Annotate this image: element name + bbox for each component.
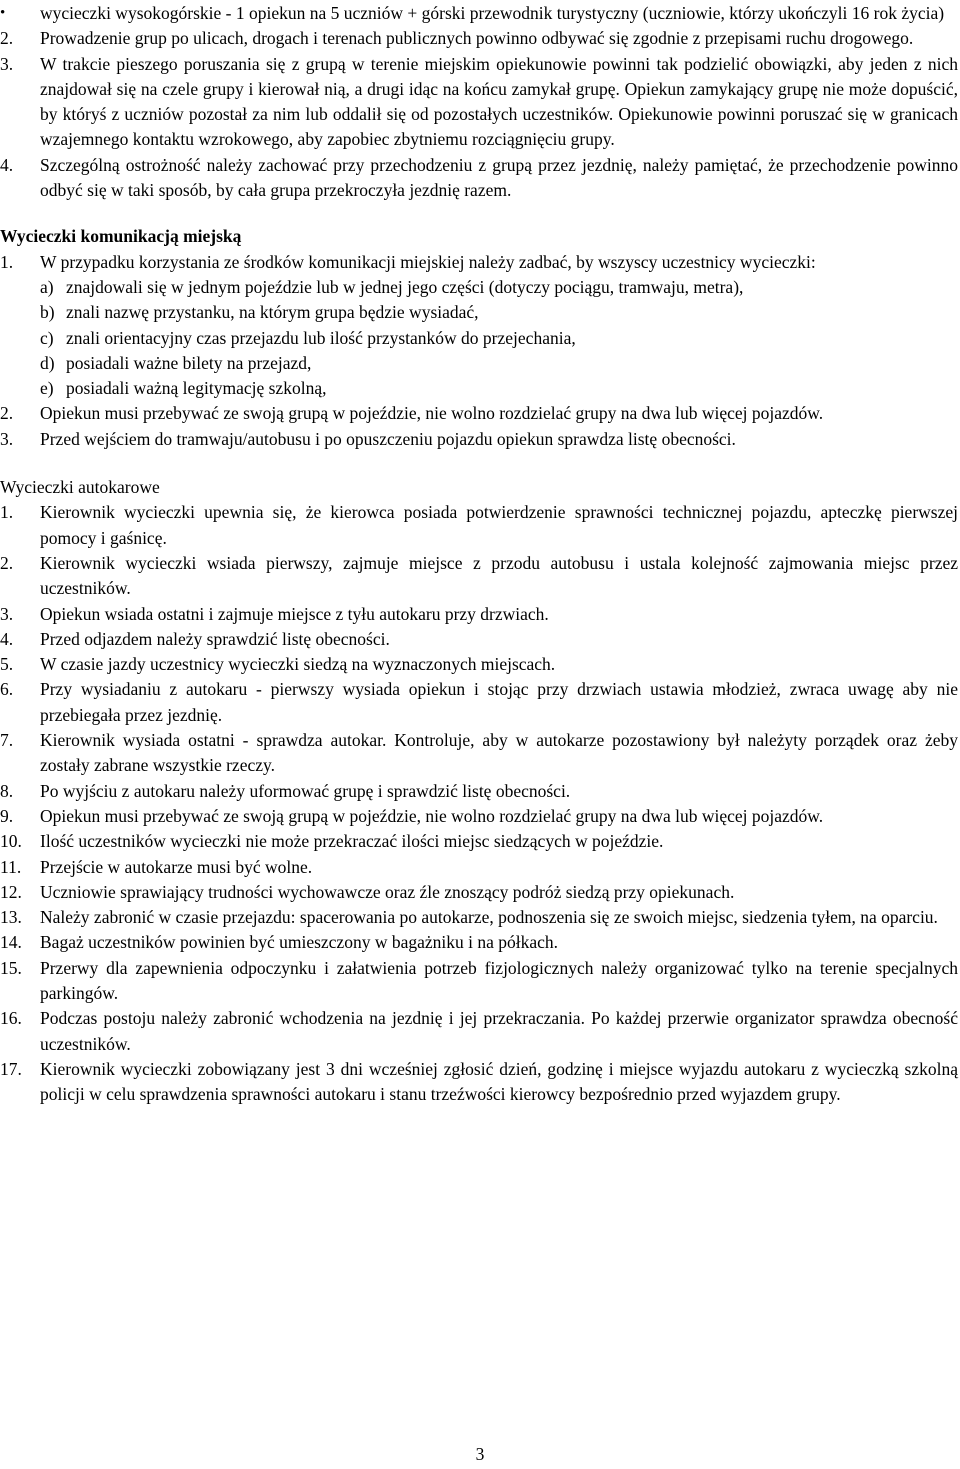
list-item (0, 1057, 958, 1108)
item-text: Ilość uczestników wycieczki nie może przekraczać ilości miejsc siedzących w pojeździe. (40, 831, 664, 852)
section-heading-coach-trips: Wycieczki autokarowe (0, 477, 160, 498)
coach-trip-list (0, 500, 958, 1107)
item-text: Przed odjazdem należy sprawdzić listę obecności. (40, 628, 390, 649)
item-text: Opiekun musi przebywać ze swoją grupą w pojeździe, nie wolno rozdzielać grupy na dwa lub więcej pojazdów. (40, 403, 824, 424)
sub-item-letter: d) (40, 352, 55, 373)
sub-list-item (40, 300, 958, 325)
document-body (0, 1, 958, 1107)
list-item (0, 250, 958, 275)
item-number: 3. (0, 428, 14, 449)
bullet-text: wycieczki wysokogórskie - 1 opiekun na 5 uczniów + górski przewodnik turystyczny (uczniowie, którzy ukończyli 16 rok życia) (40, 3, 945, 23)
sub-item-letter: e) (40, 378, 54, 399)
item-text: Bagaż uczestników powinien być umieszczony w bagażniku i na półkach. (40, 932, 559, 953)
item-number: 6. (0, 679, 14, 700)
list-item (0, 500, 958, 551)
sub-item-text: znali nazwę przystanku, na którym grupa będzie wysiadać, (66, 302, 479, 323)
item-number: 1. (0, 251, 14, 272)
section-spacer (0, 452, 958, 475)
item-text: W trakcie pieszego poruszania się z grupą w terenie miejskim opiekunowie powinni tak podzielić obowiązki, aby jeden z nich znajdował się na czele grupy i kierował nią, a drugi idąc na końcu zamykał grupę. Opiekun zamykający grupę nie może dopuścić, by któryś z uczniów pozostał za nim lub oddalił się od pozostałych uczestników. Opiekunowie powinni poruszać się w granicach wzajemnego kontaktu wzrokowego, aby zapobiec zbytniemu rozciągnięciu grupy. (40, 53, 958, 150)
item-text: Kierownik wycieczki wsiada pierwszy, zajmuje miejsce z przodu autobusu i ustala kolejność zajmowania miejsc przez uczestników. (40, 552, 958, 599)
sub-list-item (40, 275, 958, 300)
section-heading-city-transport: Wycieczki komunikacją miejską (0, 226, 242, 247)
item-text: Uczniowie sprawiający trudności wychowawcze oraz źle znoszący podróż siedzą przy opiekunach. (40, 881, 735, 902)
sub-item-letter: b) (40, 302, 55, 323)
item-text: Kierownik wycieczki upewnia się, że kierowca posiada potwierdzenie sprawności technicznej pojazdu, apteczkę pierwszej pomocy i gaśnicę. (40, 502, 958, 548)
list-item (0, 602, 958, 627)
item-text: Po wyjściu z autokaru należy uformować grupę i sprawdzić listę obecności. (40, 780, 571, 801)
item-text: Opiekun musi przebywać ze swoją grupą w pojeździe, nie wolno rozdzielać grupy na dwa lub więcej pojazdów. (40, 805, 824, 826)
item-number: 5. (0, 654, 14, 675)
sub-item-text: posiadali ważną legitymację szkolną, (66, 378, 327, 399)
list-item (0, 677, 958, 728)
list-item (0, 728, 958, 779)
sub-item-text: znajdowali się w jednym pojeździe lub w jednej jego części (dotyczy pociągu, tramwaju, metra), (66, 276, 744, 297)
item-number: 7. (0, 730, 14, 751)
item-number: 4. (0, 154, 14, 175)
item-number: 2. (0, 28, 14, 49)
item-text: Szczególną ostrożność należy zachować przy przechodzeniu z grupą przez jezdnię, należy pamiętać, że przechodzenie powinno odbyć się w taki sposób, by cała grupa przekroczyła jezdnię razem. (40, 154, 958, 201)
sub-list-item (40, 326, 958, 351)
item-text: Przy wysiadaniu z autokaru - pierwszy wysiada opiekun i stojąc przy drzwiach ustawia młodzież, zwraca uwagę aby nie przebiegała przez jezdnię. (40, 679, 958, 725)
item-number: 2. (0, 403, 14, 424)
sub-list-item (40, 351, 958, 376)
item-text: Kierownik wycieczki zobowiązany jest 3 dni wcześniej zgłosić dzień, godzinę i miejsce wyjazdu autokaru z wycieczką szkolną policji w celu sprawdzenia sprawności autokaru i stanu trzeźwości kierowcy bezpośrednio przed wyjazdem grupy. (40, 1058, 958, 1105)
list-item (0, 1006, 958, 1057)
list-item (0, 627, 958, 652)
section-spacer (0, 203, 958, 224)
list-item (0, 880, 958, 905)
sub-item-letter: a) (40, 276, 54, 297)
sub-list-item (40, 376, 958, 401)
item-number: 3. (0, 53, 14, 74)
item-text: Podczas postoju należy zabronić wchodzenia na jezdnię i jej przekraczania. Po każdej przerwie organizator sprawdza obecność uczestników. (40, 1008, 958, 1054)
list-item (0, 551, 958, 602)
item-number: 11. (0, 856, 22, 877)
item-number: 16. (0, 1008, 22, 1029)
item-text: Przejście w autokarze musi być wolne. (40, 856, 313, 877)
item-number: 9. (0, 805, 14, 826)
sub-item-text: posiadali ważne bilety na przejazd, (66, 352, 312, 373)
item-text: Prowadzenie grup po ulicach, drogach i terenach publicznych powinno odbywać się zgodnie z przepisami ruchu drogowego. (40, 28, 914, 49)
list-item (0, 26, 958, 51)
list-item (0, 652, 958, 677)
item-number: 3. (0, 603, 14, 624)
list-item (0, 804, 958, 829)
list-item (0, 829, 958, 854)
item-number: 4. (0, 628, 14, 649)
page-number: 3 (475, 1444, 485, 1464)
item-text: Należy zabronić w czasie przejazdu: spacerowania po autokarze, podnoszenia się ze swoich miejsc, siedzenia tyłem, na oparciu. (40, 907, 938, 928)
item-number: 15. (0, 957, 22, 978)
list-item (0, 956, 958, 1007)
list-item (0, 905, 958, 930)
item-number: 13. (0, 907, 22, 928)
item-text: W czasie jazdy uczestnicy wycieczki siedzą na wyznaczonych miejscach. (40, 654, 556, 675)
item-number: 17. (0, 1058, 22, 1079)
item-text: W przypadku korzystania ze środków komunikacji miejskiej należy zadbać, by wszyscy uczestnicy wycieczki: (40, 251, 816, 272)
item-number: 10. (0, 831, 22, 852)
sub-item-letter: c) (40, 327, 54, 348)
list-item (0, 855, 958, 880)
list-item (0, 153, 958, 204)
sub-item-text: znali orientacyjny czas przejazdu lub ilość przystanków do przejechania, (66, 327, 576, 348)
list-item (0, 401, 958, 426)
item-text: Przed wejściem do tramwaju/autobusu i po opuszczeniu pojazdu opiekun sprawdza listę obecności. (40, 428, 736, 449)
item-number: 14. (0, 932, 22, 953)
item-text: Opiekun wsiada ostatni i zajmuje miejsce z tyłu autokaru przy drzwiach. (40, 603, 549, 624)
item-text: Przerwy dla zapewnienia odpoczynku i załatwienia potrzeb fizjologicznych należy organizować tylko na terenie specjalnych parkingów. (40, 957, 958, 1003)
item-number: 2. (0, 552, 14, 573)
item-text: Kierownik wysiada ostatni - sprawdza autokar. Kontroluje, aby w autokarze pozostawiony był należyty porządek oraz żeby zostały zabrane wszystkie rzeczy. (40, 730, 958, 776)
list-item (0, 930, 958, 955)
list-item (0, 779, 958, 804)
item-number: 1. (0, 502, 14, 523)
item-number: 12. (0, 881, 22, 902)
item-number: 8. (0, 780, 14, 801)
list-item (0, 427, 958, 452)
list-item (0, 52, 958, 153)
bullet-item: • wycieczki wysokogórskie - 1 opiekun na 5 uczniów + górski przewodnik turystyczny (uczniowie, którzy ukończyli 16 rok życia) (40, 1, 958, 26)
